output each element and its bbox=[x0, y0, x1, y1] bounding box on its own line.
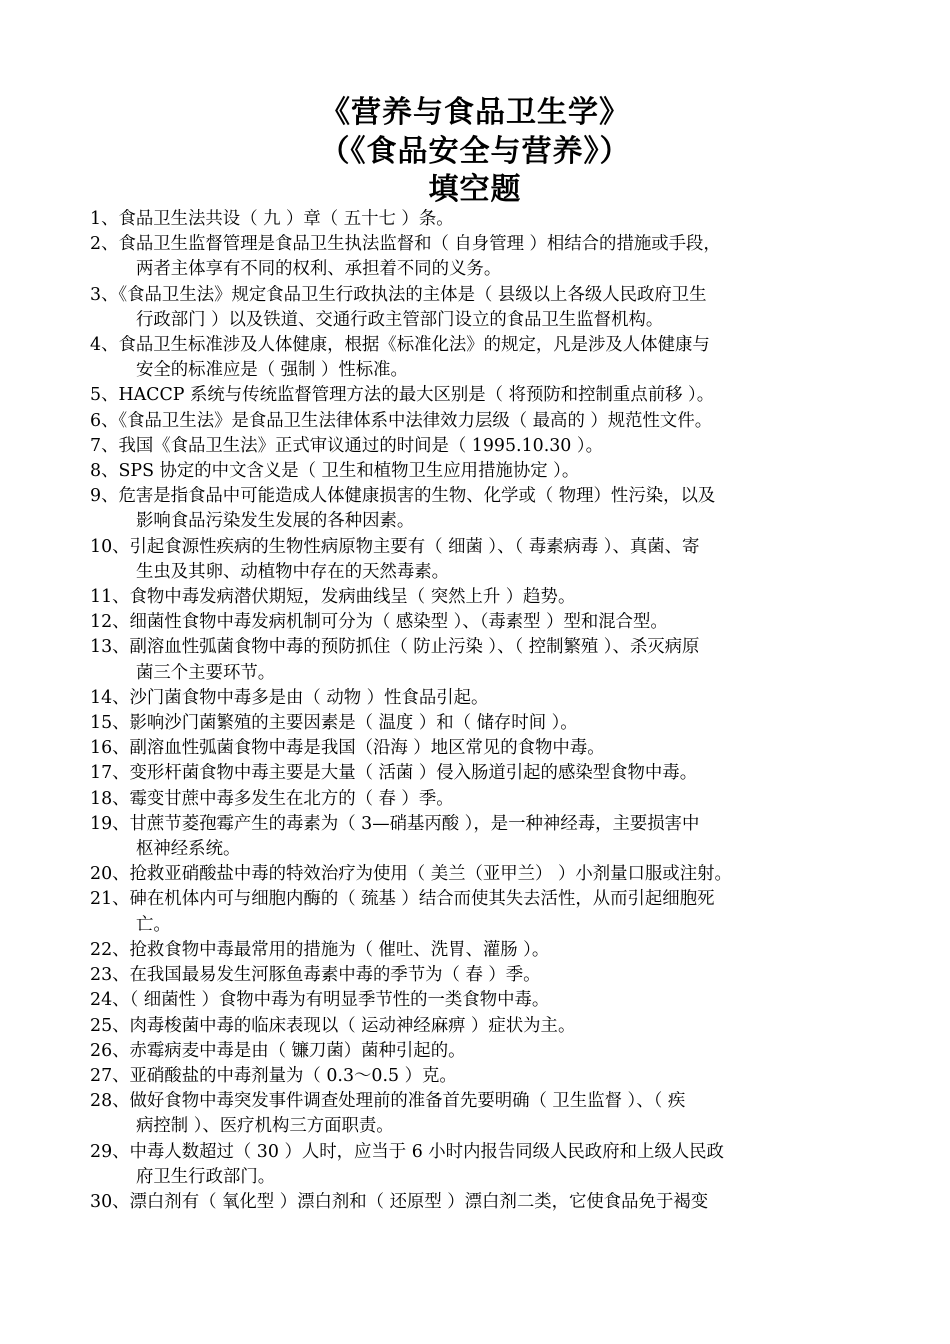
question-item bbox=[90, 434, 880, 459]
question-item bbox=[90, 988, 880, 1013]
question-text-continued: 生虫及其卵、动植物中存在的天然毒素。 bbox=[136, 561, 450, 582]
question-item bbox=[90, 409, 880, 434]
question-text: 23、在我国最易发生河豚鱼毒素中毒的季节为（ 春 ）季。 bbox=[90, 965, 541, 986]
question-text: 20、抢救亚硝酸盐中毒的特效治疗为使用（ 美兰（亚甲兰） ）小剂量口服或注射。 bbox=[90, 864, 732, 885]
question-text: 12、细菌性食物中毒发病机制可分为（ 感染型 ）、（毒素型 ）型和混合型。 bbox=[90, 612, 668, 633]
question-text-continued: 府卫生行政部门。 bbox=[136, 1166, 276, 1187]
document-subtitle: （《食品安全与营养》） bbox=[319, 134, 631, 169]
question-item bbox=[90, 333, 880, 383]
question-text: 4、食品卫生标准涉及人体健康，根据《标准化法》的规定，凡是涉及人体健康与 bbox=[90, 335, 710, 356]
question-item bbox=[90, 887, 880, 937]
question-text: 18、霉变甘蔗中毒多发生在北方的（ 春 ）季。 bbox=[90, 788, 454, 809]
question-text: 2、食品卫生监督管理是食品卫生执法监督和（ 自身管理 ）相结合的措施或手段， bbox=[90, 234, 721, 255]
question-item bbox=[90, 686, 880, 711]
question-item bbox=[90, 1190, 880, 1215]
question-item bbox=[90, 1039, 880, 1064]
question-item bbox=[90, 1089, 880, 1139]
question-text: 29、中毒人数超过（ 30 ）人时，应当于 6 小时内报告同级人民政府和上级人民政 bbox=[90, 1141, 724, 1162]
question-item bbox=[90, 585, 880, 610]
question-text: 17、变形杆菌食物中毒主要是大量（ 活菌 ）侵入肠道引起的感染型食物中毒。 bbox=[90, 763, 698, 784]
question-item bbox=[90, 761, 880, 786]
question-item bbox=[90, 459, 880, 484]
question-list bbox=[90, 207, 880, 1215]
question-text-continued: 行政部门 ）以及铁道、交通行政主管部门设立的食品卫生监督机构。 bbox=[136, 309, 664, 330]
question-text: 7、我国《食品卫生法》正式审议通过的时间是（ 1995.10.30 ）。 bbox=[90, 435, 603, 456]
question-item bbox=[90, 711, 880, 736]
question-item bbox=[90, 1064, 880, 1089]
question-text: 21、砷在机体内可与细胞内酶的（ 巯基 ）结合而使其失去活性，从而引起细胞死 bbox=[90, 889, 715, 910]
question-text: 11、食物中毒发病潜伏期短，发病曲线呈（ 突然上升 ）趋势。 bbox=[90, 587, 576, 608]
question-item bbox=[90, 283, 880, 333]
question-text-continued: 影响食品污染发生发展的各种因素。 bbox=[136, 511, 415, 532]
question-item bbox=[90, 1014, 880, 1039]
section-heading: 填空题 bbox=[428, 172, 522, 207]
question-text: 9、危害是指食品中可能造成人体健康损害的生物、化学或（ 物理）性污染，以及 bbox=[90, 486, 716, 507]
question-text: 22、抢救食物中毒最常用的措施为（ 催吐、洗胃、灌肠 ）。 bbox=[90, 939, 550, 960]
question-text: 3、《食品卫生法》规定食品卫生行政执法的主体是（ 县级以上各级人民政府卫生 bbox=[90, 284, 707, 305]
question-text: 1、食品卫生法共设（ 九 ）章（ 五十七 ）条。 bbox=[90, 209, 454, 229]
document-title: 《营养与食品卫生学》 bbox=[320, 95, 630, 130]
question-text-continued: 亡。 bbox=[136, 914, 171, 935]
question-item bbox=[90, 1140, 880, 1190]
question-text-continued: 两者主体享有不同的权利、承担着不同的义务。 bbox=[136, 259, 502, 280]
question-text: 10、引起食源性疾病的生物性病原物主要有（ 细菌 ）、（ 毒素病毒 ）、真菌、寄 bbox=[90, 536, 700, 557]
question-item bbox=[90, 383, 880, 408]
question-text: 13、副溶血性弧菌食物中毒的预防抓住（ 防止污染 ）、（ 控制繁殖 ）、杀灭病原 bbox=[90, 637, 700, 658]
question-item bbox=[90, 862, 880, 887]
question-text-continued: 病控制 ）、医疗机构三方面职责。 bbox=[136, 1116, 394, 1137]
question-text: 5、HACCP 系统与传统监督管理方法的最大区别是（ 将预防和控制重点前移 ）。 bbox=[90, 385, 715, 406]
question-text-continued: 枢神经系统。 bbox=[136, 839, 241, 860]
question-text: 25、肉毒梭菌中毒的临床表现以（ 运动神经麻痹 ）症状为主。 bbox=[90, 1015, 576, 1036]
question-text: 16、副溶血性弧菌食物中毒是我国（沿海 ）地区常见的食物中毒。 bbox=[90, 738, 605, 759]
question-text: 8、SPS 协定的中文含义是（ 卫生和植物卫生应用措施协定 ）。 bbox=[90, 461, 580, 482]
question-item bbox=[90, 484, 880, 534]
question-text: 6、《食品卫生法》是食品卫生法律体系中法律效力层级（ 最高的 ）规范性文件。 bbox=[90, 410, 713, 431]
question-item bbox=[90, 938, 880, 963]
question-item bbox=[90, 232, 880, 282]
question-text: 28、做好食物中毒突发事件调查处理前的准备首先要明确（ 卫生监督 ）、（ 疾 bbox=[90, 1091, 686, 1112]
question-item bbox=[90, 787, 880, 812]
question-text-continued: 菌三个主要环节。 bbox=[136, 662, 276, 683]
question-text: 24、（ 细菌性 ）食物中毒为有明显季节性的一类食物中毒。 bbox=[90, 990, 550, 1011]
question-item bbox=[90, 207, 880, 232]
question-item bbox=[90, 635, 880, 685]
question-item bbox=[90, 736, 880, 761]
question-text: 19、甘蔗节菱孢霉产生的毒素为（ 3—硝基丙酸 ），是一种神经毒，主要损害中 bbox=[90, 813, 700, 834]
question-item bbox=[90, 812, 880, 862]
question-text: 26、赤霉病麦中毒是由（ 镰刀菌）菌种引起的。 bbox=[90, 1040, 466, 1061]
question-item bbox=[90, 610, 880, 635]
question-item bbox=[90, 963, 880, 988]
question-text: 30、漂白剂有（ 氧化型 ）漂白剂和（ 还原型 ）漂白剂二类，它使食品免于褐变 bbox=[90, 1191, 709, 1212]
question-text-continued: 安全的标准应是（ 强制 ）性标准。 bbox=[136, 360, 408, 381]
question-text: 27、亚硝酸盐的中毒剂量为（ 0.3～0.5 ）克。 bbox=[90, 1065, 457, 1086]
question-text: 15、影响沙门菌繁殖的主要因素是（ 温度 ）和（ 储存时间 ）。 bbox=[90, 713, 578, 734]
question-text: 14、沙门菌食物中毒多是由（ 动物 ）性食品引起。 bbox=[90, 687, 489, 708]
question-item bbox=[90, 535, 880, 585]
